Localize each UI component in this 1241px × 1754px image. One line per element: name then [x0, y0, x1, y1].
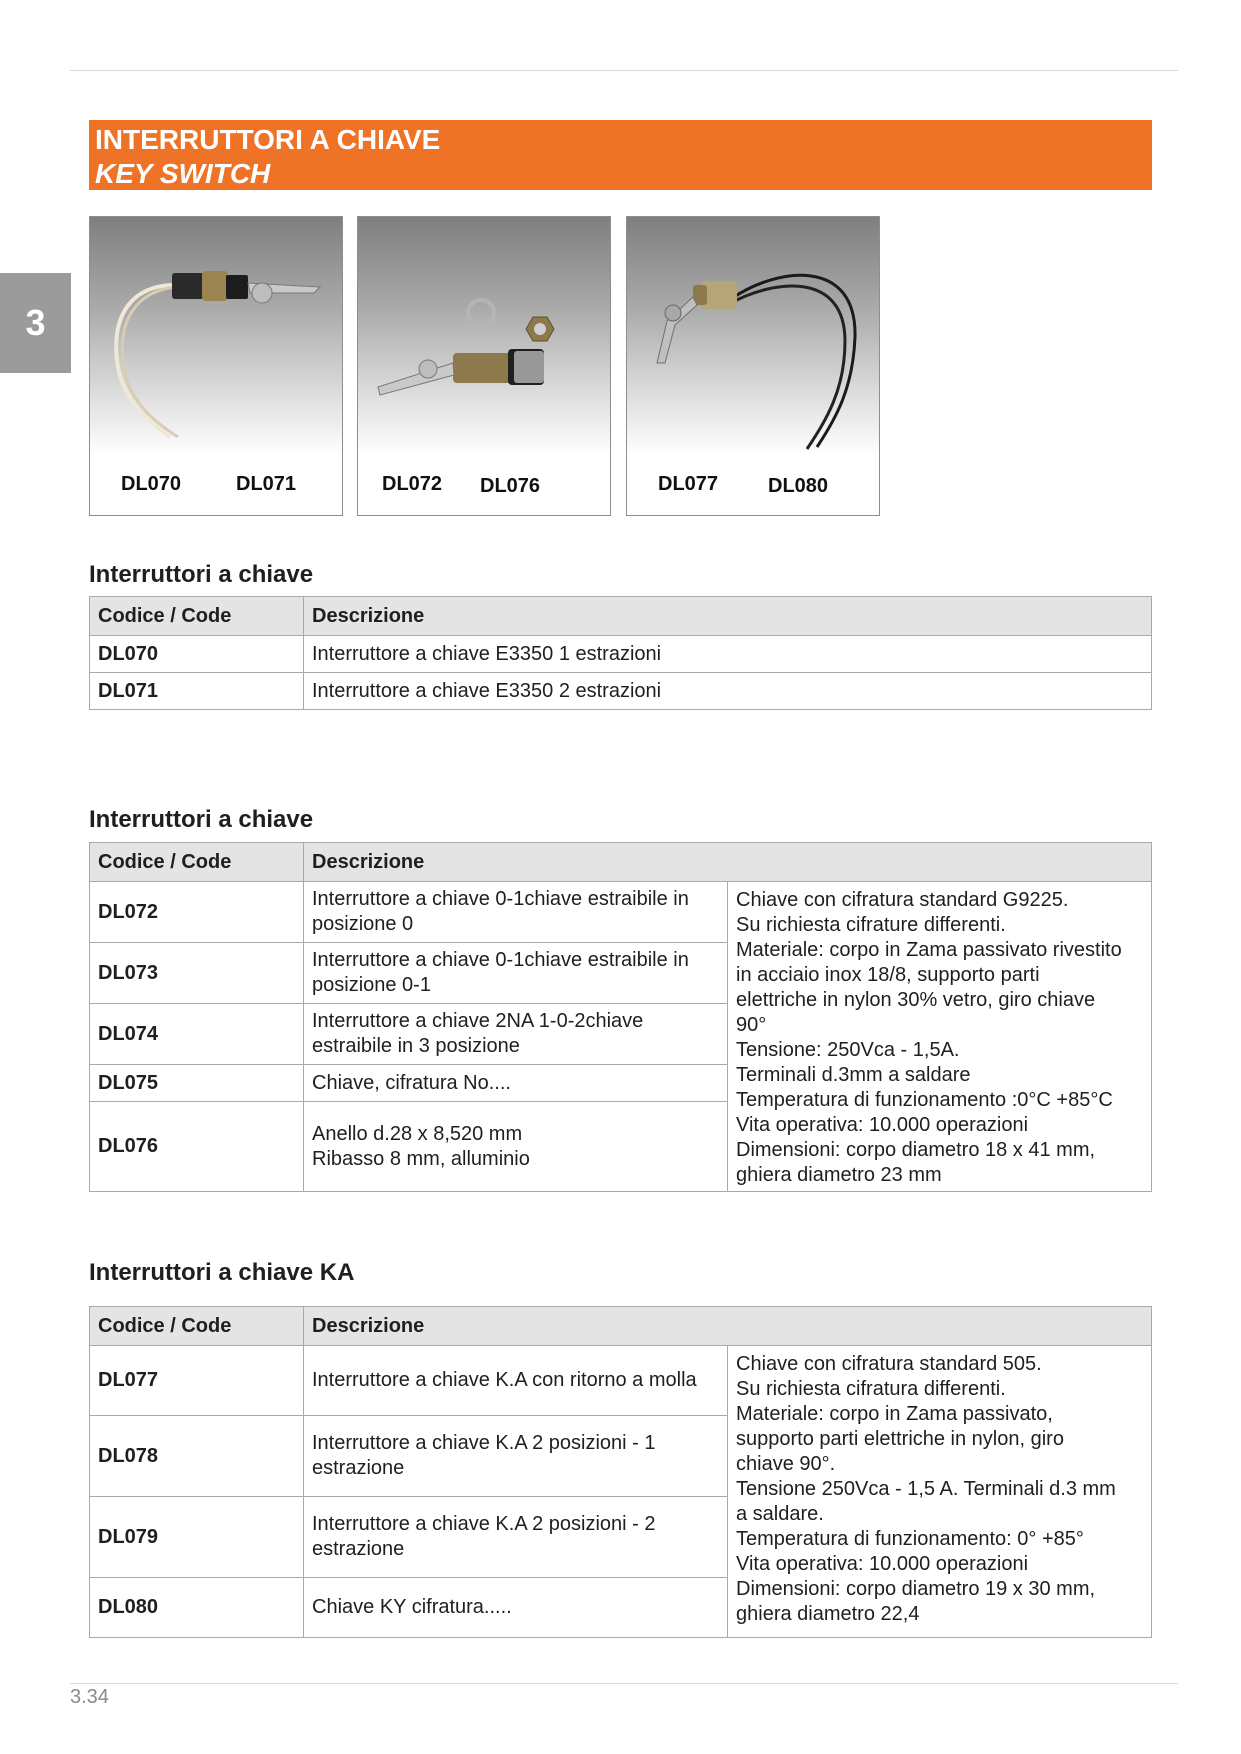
description-line: estrazione: [312, 1538, 405, 1560]
bottom-divider: [70, 1683, 1178, 1684]
photo-caption: [358, 459, 610, 515]
description-line: Interruttore a chiave K.A con ritorno a molla: [312, 1369, 697, 1391]
product-description: [304, 1065, 728, 1102]
note-line: Chiave con cifratura standard G9225.: [736, 889, 1069, 911]
photo-code: DL080: [768, 475, 829, 497]
chapter-tab: [0, 273, 71, 373]
note-line: Materiale: corpo in Zama passivato rivestito: [736, 939, 1122, 961]
table-row: [90, 673, 1152, 710]
note-line: Terminali d.3mm a saldare: [736, 1064, 971, 1086]
note-line: Chiave con cifratura standard 505.: [736, 1353, 1042, 1375]
product-description: [304, 882, 728, 943]
table-row: [90, 1346, 1152, 1416]
note-line: 90°: [736, 1014, 767, 1036]
description-line: posizione 0: [312, 913, 414, 935]
key-switch-image: [627, 217, 879, 459]
note-line: Su richiesta cifratura differenti.: [736, 1378, 1006, 1400]
photo-code: DL070: [121, 473, 182, 495]
header-code: Codice / Code: [90, 597, 304, 636]
header-description: Descrizione: [304, 843, 1152, 882]
table-title: Interruttori a chiave: [89, 806, 314, 833]
product-code: DL075: [90, 1065, 304, 1102]
photo-caption: [90, 459, 342, 515]
header-description: Descrizione: [304, 1307, 1152, 1346]
photo-code: DL076: [480, 475, 541, 497]
product-code: DL074: [90, 1004, 304, 1065]
note-line: Tensione: 250Vca - 1,5A.: [736, 1039, 960, 1061]
description-line: estraibile in 3 posizione: [312, 1035, 520, 1057]
header-title-en: KEY SWITCH: [95, 158, 271, 189]
product-description: Interruttore a chiave E3350 2 estrazioni: [304, 673, 1152, 710]
note-line: Vita operativa: 10.000 operazioni: [736, 1553, 1029, 1575]
description-line: Interruttore a chiave 0-1chiave estraibile in: [312, 888, 689, 910]
product-photo-dl072-dl076: [357, 216, 611, 516]
product-description: [304, 1346, 728, 1416]
spec-table-2: [89, 842, 1152, 1192]
table-row: [90, 636, 1152, 673]
product-description: [304, 1004, 728, 1065]
note-line: Temperatura di funzionamento: 0° +85°: [736, 1528, 1084, 1550]
table-header-row: [90, 597, 1152, 636]
description-line: Interruttore a chiave 0-1chiave estraibile in: [312, 949, 689, 971]
note-line: ghiera diametro 22,4: [736, 1603, 920, 1625]
product-code: DL071: [90, 673, 304, 710]
table-title: Interruttori a chiave: [89, 561, 314, 588]
spec-table-1: [89, 596, 1152, 710]
page-number: 3.34: [70, 1686, 109, 1708]
product-code: DL073: [90, 943, 304, 1004]
note-line: supporto parti elettriche in nylon, giro: [736, 1428, 1064, 1450]
description-line: Interruttore a chiave 2NA 1-0-2chiave: [312, 1010, 644, 1032]
note-line: Vita operativa: 10.000 operazioni: [736, 1114, 1029, 1136]
spec-table-3: [89, 1306, 1152, 1638]
header-code: Codice / Code: [90, 1307, 304, 1346]
description-line: Anello d.28 x 8,520 mm: [312, 1122, 523, 1145]
note-line: Tensione 250Vca - 1,5 A. Terminali d.3 mm: [736, 1478, 1116, 1500]
table-title: Interruttori a chiave KA: [89, 1259, 355, 1286]
product-code: DL079: [90, 1497, 304, 1578]
photo-code: DL072: [382, 473, 443, 495]
product-description: [304, 1102, 728, 1192]
description-line: Ribasso 8 mm, alluminio: [312, 1147, 530, 1170]
description-line: Chiave KY cifratura.....: [312, 1596, 512, 1618]
note-line: Su richiesta cifrature differenti.: [736, 914, 1006, 936]
product-description: [304, 1497, 728, 1578]
table-header-row: [90, 1307, 1152, 1346]
product-photo-dl077-dl080: [626, 216, 880, 516]
photo-caption: [627, 459, 879, 515]
product-code: DL070: [90, 636, 304, 673]
key-switch-image: [90, 217, 342, 459]
technical-notes: [728, 1346, 1152, 1638]
product-code: DL076: [90, 1102, 304, 1192]
photo-code: DL071: [236, 473, 297, 495]
note-line: Dimensioni: corpo diametro 18 x 41 mm,: [736, 1139, 1096, 1161]
product-description: [304, 1578, 728, 1638]
note-line: chiave 90°.: [736, 1453, 836, 1475]
description-line: Interruttore a chiave K.A 2 posizioni - 1: [312, 1432, 656, 1454]
product-description: [304, 1416, 728, 1497]
table-header-row: [90, 843, 1152, 882]
header-description: Descrizione: [304, 597, 1152, 636]
technical-notes: [728, 882, 1152, 1192]
table-row: [90, 882, 1152, 943]
note-line: in acciaio inox 18/8, supporto parti: [736, 964, 1040, 986]
product-photo-dl070-dl071: [89, 216, 343, 516]
header-code: Codice / Code: [90, 843, 304, 882]
product-description: [304, 943, 728, 1004]
product-code: DL072: [90, 882, 304, 943]
top-divider: [70, 70, 1178, 71]
description-line: Chiave, cifratura No....: [312, 1071, 511, 1094]
note-line: Temperatura di funzionamento :0°C +85°C: [736, 1089, 1113, 1111]
key-switch-image: [358, 217, 610, 459]
product-code: DL078: [90, 1416, 304, 1497]
product-code: DL077: [90, 1346, 304, 1416]
description-line: posizione 0-1: [312, 974, 431, 996]
chapter-number: 3: [25, 302, 46, 343]
note-line: elettriche in nylon 30% vetro, giro chiave: [736, 989, 1096, 1011]
product-description: Interruttore a chiave E3350 1 estrazioni: [304, 636, 1152, 673]
description-line: estrazione: [312, 1457, 405, 1479]
section-header: [89, 120, 1152, 190]
note-line: Dimensioni: corpo diametro 19 x 30 mm,: [736, 1578, 1096, 1600]
note-line: ghiera diametro 23 mm: [736, 1164, 942, 1186]
description-line: Interruttore a chiave K.A 2 posizioni - 2: [312, 1513, 656, 1535]
note-line: Materiale: corpo in Zama passivato,: [736, 1403, 1053, 1425]
header-title-it: INTERRUTTORI A CHIAVE: [95, 124, 441, 155]
product-code: DL080: [90, 1578, 304, 1638]
note-line: a saldare.: [736, 1503, 824, 1525]
photo-code: DL077: [658, 473, 719, 495]
